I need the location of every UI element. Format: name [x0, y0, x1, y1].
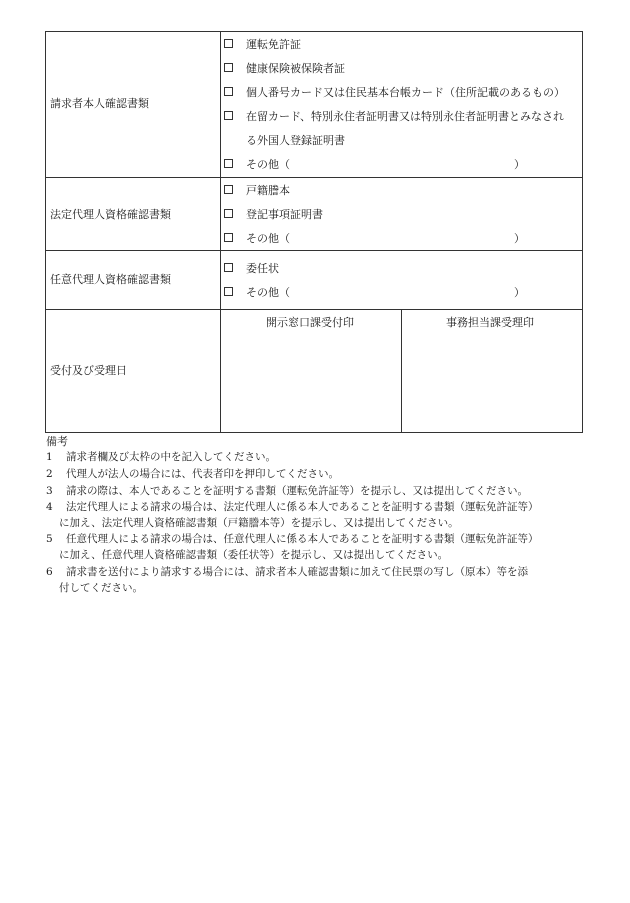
note-item: 4 法定代理人による請求の場合は、法定代理人に係る本人であることを証明する書類（運転免許証等）	[46, 501, 539, 513]
checkbox[interactable]	[224, 111, 233, 120]
note-item-continued: に加え、法定代理人資格確認書類（戸籍謄本等）を提示し、又は提出してください。	[59, 517, 459, 529]
row-divider	[45, 250, 583, 251]
checkbox[interactable]	[224, 209, 233, 218]
note-item: 5 任意代理人による請求の場合は、任意代理人に係る本人であることを証明する書類（運転免許証等）	[46, 533, 539, 545]
note-item: 3 請求の際は、本人であることを証明する書類（運転免許証等）を提示し、又は提出してください。	[46, 485, 528, 497]
other-close-paren: ）	[514, 158, 525, 171]
other-close-paren: ）	[514, 286, 525, 299]
checkbox[interactable]	[224, 39, 233, 48]
note-item: 6 請求書を送付により請求する場合には、請求者本人確認書類に加えて住民票の写し（原本）等を添	[46, 566, 528, 578]
note-item-continued: 付してください。	[59, 582, 143, 594]
note-item: 2 代理人が法人の場合には、代表者印を押印してください。	[46, 468, 339, 480]
reception-date-label: 受付及び受理日	[50, 364, 127, 377]
checkbox[interactable]	[224, 185, 233, 194]
checkbox[interactable]	[224, 233, 233, 242]
column-divider	[220, 31, 221, 433]
checkbox[interactable]	[224, 87, 233, 96]
window-reception-stamp-title: 開示窓口課受付印	[266, 316, 354, 329]
row-divider	[45, 177, 583, 178]
note-item: 1 請求者欄及び太枠の中を記入してください。	[46, 451, 276, 463]
checkbox[interactable]	[224, 287, 233, 296]
stamp-divider	[401, 309, 402, 433]
note-item-continued: に加え、任意代理人資格確認書類（委任状等）を提示し、又は提出してください。	[59, 549, 449, 561]
other-close-paren: ）	[514, 232, 525, 245]
checkbox[interactable]	[224, 63, 233, 72]
department-acceptance-stamp-title: 事務担当課受理印	[446, 316, 534, 329]
checkbox[interactable]	[224, 263, 233, 272]
legal-rep-docs-label: 法定代理人資格確認書類	[50, 208, 171, 221]
checkbox[interactable]	[224, 159, 233, 168]
notes-title: 備考	[46, 435, 68, 448]
identity-docs-label: 請求者本人確認書類	[50, 97, 149, 110]
voluntary-rep-docs-label: 任意代理人資格確認書類	[50, 273, 171, 286]
row-divider	[45, 309, 583, 310]
